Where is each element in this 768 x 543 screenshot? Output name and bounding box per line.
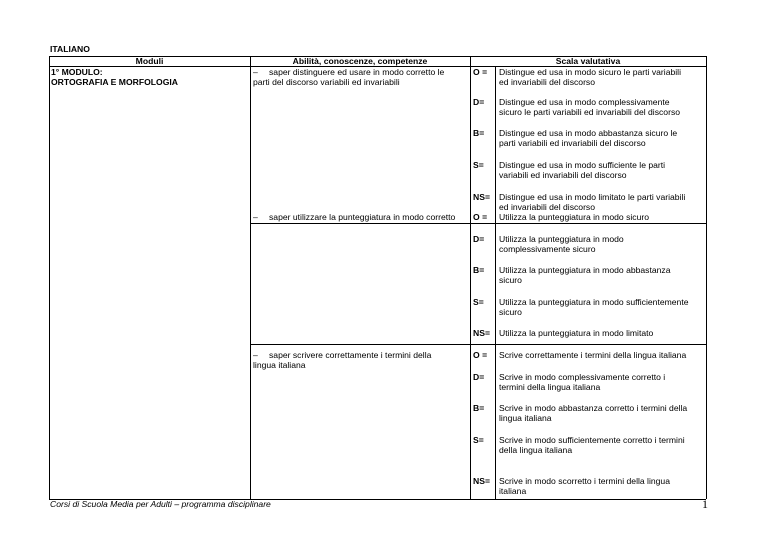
grade-desc: Scrive in modo abbastanza corretto i termini della <box>499 403 688 413</box>
grade-desc: Utilizza la punteggiatura in modo abbastanza <box>499 265 671 275</box>
module-number: 1° MODULO: <box>51 67 103 77</box>
grade-code: O = <box>473 350 488 360</box>
header-moduli: Moduli <box>135 56 164 66</box>
grade-desc: Scrive correttamente i termini della lingua italiana <box>499 350 687 360</box>
grade-code: B= <box>473 403 485 413</box>
grade-desc: Scrive in modo sufficientemente corretto i termini <box>499 435 685 445</box>
grade-desc: Utilizza la punteggiatura in modo <box>499 234 624 244</box>
grade-desc-cont: sicuro <box>499 275 522 285</box>
table-right-border <box>706 56 707 499</box>
grade-code: O = <box>473 67 488 77</box>
page-footer: Corsi di Scuola Media per Adulti – programma disciplinare <box>50 499 271 509</box>
grade-code: NS= <box>473 476 490 486</box>
grade-desc-cont: variabili ed invariabili del discorso <box>499 170 627 180</box>
grade-code: NS= <box>473 328 490 338</box>
grade-desc: Scrive in modo scorretto i termini della lingua <box>499 476 670 486</box>
grade-code: S= <box>473 435 484 445</box>
skill-bullet: – <box>253 67 258 77</box>
grade-desc-cont: complessivamente sicuro <box>499 244 596 254</box>
page-number: 1 <box>702 497 708 511</box>
skill-1-text: saper distinguere ed usare in modo corretto le <box>269 67 445 77</box>
table-left-border <box>49 56 50 499</box>
grade-desc-cont: ed invariabili del discorso <box>499 202 596 212</box>
grade-code: D= <box>473 372 485 382</box>
skill-1-text-cont: parti del discorso variabili ed invariabili <box>253 77 400 87</box>
column-divider-1 <box>250 56 251 499</box>
skill-2-text: saper utilizzare la punteggiatura in modo corretto <box>269 212 456 222</box>
grade-desc: Utilizza la punteggiatura in modo sufficientemente <box>499 297 689 307</box>
grade-code: NS= <box>473 192 490 202</box>
header-scala: Scala valutativa <box>555 56 621 66</box>
header-abilita: Abilità, conoscenze, competenze <box>292 56 428 66</box>
grade-desc-cont: ed invariabili del discorso <box>499 77 596 87</box>
grade-desc: Distingue ed usa in modo sufficiente le parti <box>499 160 666 170</box>
grade-code: S= <box>473 160 484 170</box>
grade-desc: Distingue ed usa in modo limitato le parti variabili <box>499 192 686 202</box>
grade-desc-cont: italiana <box>499 486 527 496</box>
grade-desc-cont: sicuro le parti variabili ed invariabili del discorso <box>499 107 681 117</box>
subject-title: ITALIANO <box>50 44 90 54</box>
skill-divider-1 <box>250 223 706 224</box>
grade-desc-cont: lingua italiana <box>499 413 552 423</box>
grade-desc: Utilizza la punteggiatura in modo limitato <box>499 328 654 338</box>
module-title: ORTOGRAFIA E MORFOLOGIA <box>51 77 178 87</box>
grade-code: B= <box>473 128 485 138</box>
grade-code: D= <box>473 234 485 244</box>
grade-code: B= <box>473 265 485 275</box>
column-divider-2 <box>470 56 471 499</box>
grade-desc-cont: parti variabili ed invariabili del discorso <box>499 138 646 148</box>
grade-desc-cont: sicuro <box>499 307 522 317</box>
grade-desc: Utilizza la punteggiatura in modo sicuro <box>499 212 649 222</box>
skill-divider-2 <box>250 344 706 345</box>
grade-desc-cont: della lingua italiana <box>499 445 573 455</box>
skill-bullet: – <box>253 350 258 360</box>
skill-3-text-cont: lingua italiana <box>253 360 306 370</box>
skill-3-text: saper scrivere correttamente i termini della <box>269 350 432 360</box>
grade-desc: Distingue ed usa in modo sicuro le parti variabili <box>499 67 681 77</box>
grade-code: D= <box>473 97 485 107</box>
grade-code: S= <box>473 297 484 307</box>
grade-code: O = <box>473 212 488 222</box>
skill-bullet: – <box>253 212 258 222</box>
grade-desc: Scrive in modo complessivamente corretto i <box>499 372 666 382</box>
grade-desc: Distingue ed usa in modo abbastanza sicuro le <box>499 128 678 138</box>
grade-desc: Distingue ed usa in modo complessivamente <box>499 97 670 107</box>
grade-desc-cont: termini della lingua italiana <box>499 382 601 392</box>
